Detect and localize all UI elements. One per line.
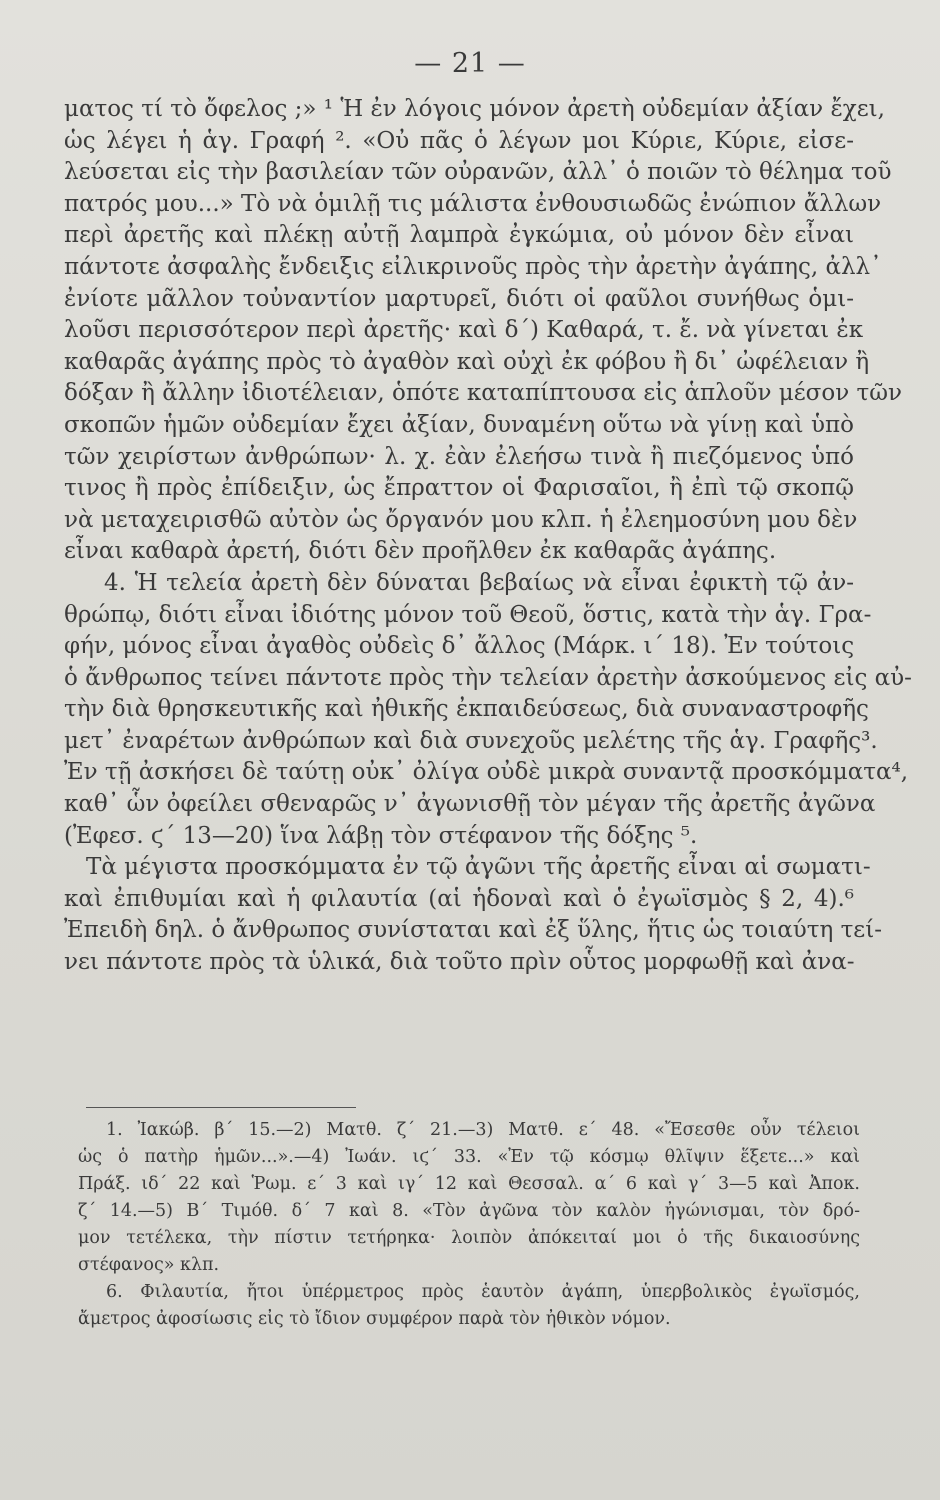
body-line: Τὰ μέγιστα προσκόμματα ἐν τῷ ἀγῶνι τῆς ἀρετῆς εἶναι αἱ σωματι- [86,854,871,881]
body-line: (Ἐφεσ. ϛ´ 13—20) ἵνα λάβῃ τὸν στέφανον τῆς δόξης ⁵. [64,822,698,849]
body-line: καθαρᾶς ἀγάπης πρὸς τὸ ἀγαθὸν καὶ οὐχὶ ἐκ φόβου ἢ δι᾽ ὠφέλειαν ἢ [64,348,870,375]
body-line: πάντοτε ἀσφαλὴς ἔνδειξις εἰλικρινοῦς πρὸς τὴν ἀρετὴν ἀγάπης, ἀλλ᾽ [64,253,882,280]
body-line: ματος τί τὸ ὄφελος ;» ¹ Ἡ ἐν λόγοις μόνον ἀρετὴ οὐδεμίαν ἀξίαν ἔχει, [64,96,885,122]
footnote-line: Πράξ. ιδ´ 22 καὶ Ῥωμ. ε´ 3 καὶ ιγ´ 12 καὶ Θεσσαλ. α´ 6 καὶ γ´ 3—5 καὶ Ἀποκ. [78,1174,860,1194]
body-line: καθ᾽ ὧν ὀφείλει σθεναρῶς ν᾽ ἀγωνισθῇ τὸν μέγαν τῆς ἀρετῆς ἀγῶνα [64,791,876,818]
page-number: — 21 — [414,48,526,79]
footnote-line: 6. Φιλαυτία, ἤτοι ὑπέρμετρος πρὸς ἑαυτὸν ἀγάπη, ὑπερβολικὸς ἐγωϊσμός, [106,1282,860,1302]
body-line: λοῦσι περισσότερον περὶ ἀρετῆς· καὶ δ´) Καθαρά, τ. ἔ. νὰ γίνεται ἐκ [64,317,864,344]
body-line: μετ᾽ ἐναρέτων ἀνθρώπων καὶ διὰ συνεχοῦς μελέτης τῆς ἁγ. Γραφῆς³. [64,727,878,754]
body-line: νει πάντοτε πρὸς τὰ ὑλικά, διὰ τοῦτο πρὶν οὗτος μορφωθῇ καὶ ἀνα- [64,949,855,976]
footnote-line: μον τετέλεκα, τὴν πίστιν τετήρηκα· λοιπὸν ἀπόκειταί μοι ὁ τῆς δικαιοσύνης [78,1228,860,1248]
footnote-line: ζ´ 14.—5) Β´ Τιμόθ. δ´ 7 καὶ 8. «Τὸν ἀγῶνα τὸν καλὸν ἠγώνισμαι, τὸν δρό- [78,1201,860,1221]
body-line: περὶ ἀρετῆς καὶ πλέκῃ αὐτῇ λαμπρὰ ἐγκώμια, οὐ μόνον δὲν εἶναι [64,222,854,249]
body-line: σκοπῶν ἡμῶν οὐδεμίαν ἔχει ἀξίαν, δυναμένη οὕτω νὰ γίνῃ καὶ ὑπὸ [64,411,854,438]
body-line: ὁ ἄνθρωπος τείνει πάντοτε πρὸς τὴν τελείαν ἀρετὴν ἀσκούμενος εἰς αὐ- [64,664,912,691]
body-line: 4. Ἡ τελεία ἀρετὴ δὲν δύναται βεβαίως νὰ εἶναι ἐφικτὴ τῷ ἀν- [104,569,854,596]
body-line: ἐνίοτε μᾶλλον τοὐναντίον μαρτυρεῖ, διότι οἱ φαῦλοι συνήθως ὁμι- [64,285,854,312]
footnote-line: στέφανος» κλπ. [78,1255,220,1275]
body-line: Ἐπειδὴ δηλ. ὁ ἄνθρωπος συνίσταται καὶ ἐξ ὕλης, ἥτις ὡς τοιαύτη τεί- [64,917,883,944]
footnote-line: ἄμετρος ἀφοσίωσις εἰς τὸ ἴδιον συμφέρον παρὰ τὸν ἠθικὸν νόμον. [78,1309,671,1329]
footnotes [78,1117,860,1333]
body-line: τὴν διὰ θρησκευτικῆς καὶ ἠθικῆς ἐκπαιδεύσεως, διὰ συναναστροφῆς [64,696,869,723]
footnote-line: 1. Ἰακώβ. β´ 15.—2) Ματθ. ζ´ 21.—3) Ματθ. ε´ 48. «Ἔσεσθε οὖν τέλειοι [106,1120,860,1140]
body-line: νὰ μεταχειρισθῶ αὐτὸν ὡς ὄργανόν μου κλπ. ἡ ἐλεημοσύνη μου δὲν [64,506,858,533]
body-line: τῶν χειρίστων ἀνθρώπων· λ. χ. ἐὰν ἐλεήσω τινὰ ἢ πιεζόμενος ὑπό [64,443,854,470]
body-line: Ἐν τῇ ἀσκήσει δὲ ταύτῃ οὐκ᾽ ὀλίγα οὐδὲ μικρὰ συναντᾷ προσκόμματα⁴, [64,759,909,786]
body-line: λεύσεται εἰς τὴν βασιλείαν τῶν οὐρανῶν, ἀλλ᾽ ὁ ποιῶν τὸ θέλημα τοῦ [64,159,892,186]
body-line: καὶ ἐπιθυμίαι καὶ ἡ φιλαυτία (αἱ ἡδοναὶ καὶ ὁ ἐγωϊσμὸς § 2, 4).⁶ [64,885,854,912]
body-line: θρώπῳ, διότι εἶναι ἰδιότης μόνον τοῦ Θεοῦ, ὅστις, κατὰ τὴν ἁγ. Γρα- [64,601,872,628]
body-line: δόξαν ἢ ἄλλην ἰδιοτέλειαν, ὁπότε καταπίπτουσα εἰς ἁπλοῦν μέσον τῶν [64,380,902,407]
footnote-divider [86,1107,356,1108]
body-line: εἶναι καθαρὰ ἀρετή, διότι δὲν προῆλθεν ἐκ καθαρᾶς ἀγάπης. [64,538,777,565]
footnote-line: ὡς ὁ πατὴρ ἡμῶν...».—4) Ἰωάν. ιϛ´ 33. «Ἐν τῷ κόσμῳ θλῖψιν ἕξετε...» καὶ [78,1147,860,1167]
body-line: τινος ἢ πρὸς ἐπίδειξιν, ὡς ἔπραττον οἱ Φαρισαῖοι, ἢ ἐπὶ τῷ σκοπῷ [64,475,854,502]
body-text [64,94,912,979]
body-line: ὡς λέγει ἡ ἁγ. Γραφή ². «Οὐ πᾶς ὁ λέγων μοι Κύριε, Κύριε, εἰσε- [64,127,854,154]
body-line: πατρός μου...» Τὸ νὰ ὁμιλῇ τις μάλιστα ἐνθουσιωδῶς ἐνώπιον ἄλλων [64,190,882,217]
body-line: φήν, μόνος εἶναι ἀγαθὸς οὐδεὶς δ᾽ ἄλλος (Μάρκ. ι´ 18). Ἐν τούτοις [64,633,855,660]
